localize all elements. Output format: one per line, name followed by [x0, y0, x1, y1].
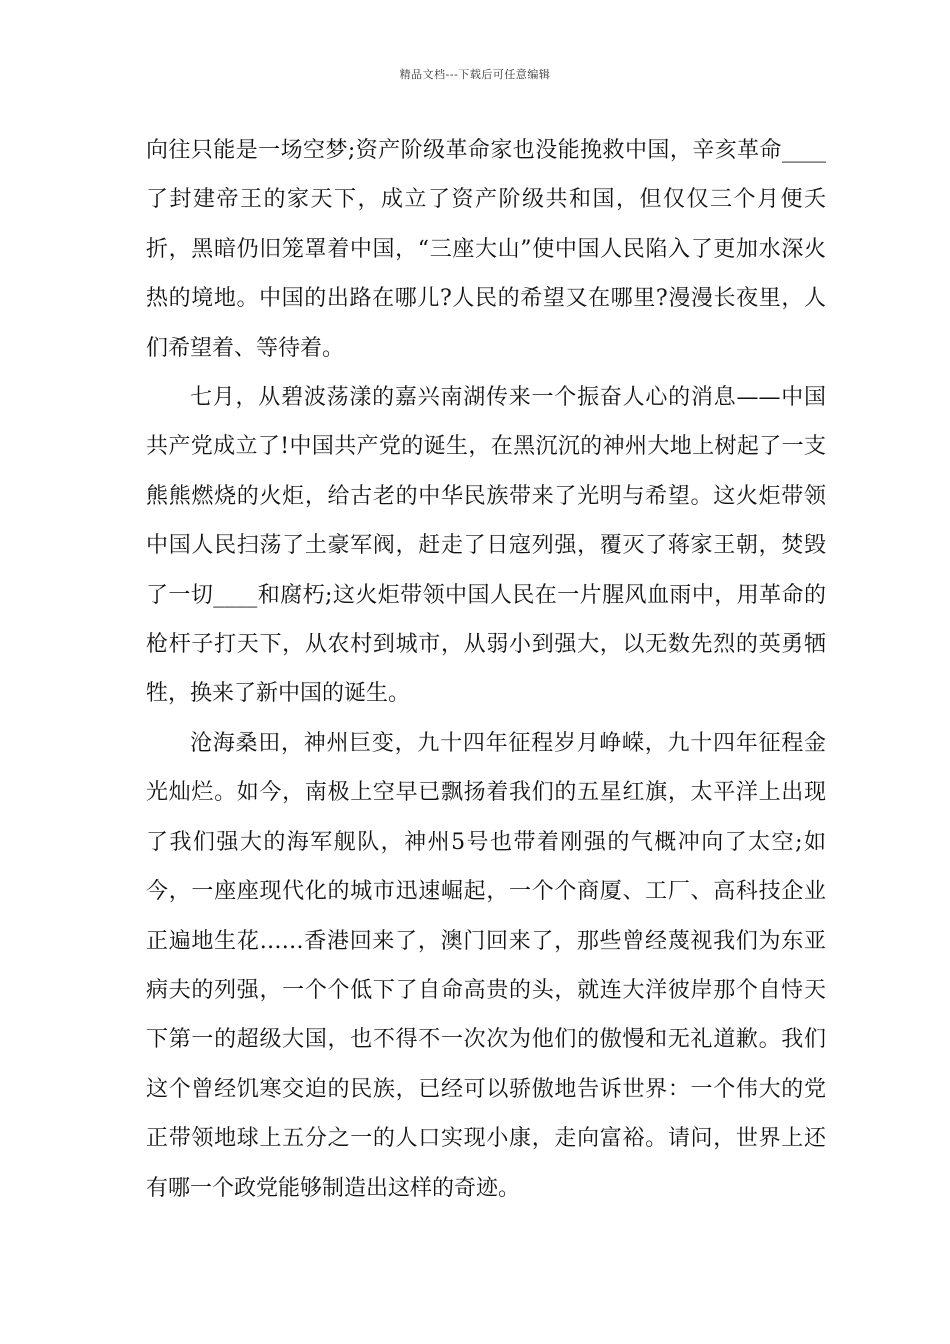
page-header: 精品文档---下载后可任意编辑: [399, 68, 551, 81]
paragraph-2: 七月，从碧波荡漾的嘉兴南湖传来一个振奋人心的消息——中国共产党成立了!中国共产党的诞生，在黑沉沉的神州大地上树起了一支熊熊燃烧的火炬，给古老的中华民族带来了光明与希望。这火炬带领中国人民扫荡了土豪军阀，赶走了日寇列强，覆灭了蒋家王朝，焚毁了一切____和腐朽;这火炬带领中国人民在一片腥风血雨中，用革命的枪杆子打天下，从农村到城市，从弱小到强大，以无数先烈的英勇牺牲，换来了新中国的诞生。: [146, 385, 826, 707]
paragraph-1: 向往只能是一场空梦;资产阶级革命家也没能挽救中国，辛亥革命____了封建帝王的家天下，成立了资产阶级共和国，但仅仅三个月便夭折，黑暗仍旧笼罩着中国，“三座大山”使中国人民陷入了更加水深火热的境地。中国的出路在哪儿?人民的希望又在哪里?漫漫长夜里，人们希望着、等待着。: [146, 138, 826, 361]
document-body: [146, 126, 826, 1213]
paragraph-3: 沧海桑田，神州巨变，九十四年征程岁月峥嵘，九十四年征程金光灿烂。如今，南极上空早已飘扬着我们的五星红旗，太平洋上出现了我们强大的海军舰队，神州5号也带着刚强的气概冲向了太空;如今，一座座现代化的城市迅速崛起，一个个商厦、工厂、高科技企业正遍地生花……香港回来了，澳门回来了，那些曾经蔑视我们为东亚病夫的列强，一个个低下了自命高贵的头，就连大洋彼岸那个自恃天下第一的超级大国，也不得不一次次为他们的傲慢和无礼道歉。我们这个曾经饥寒交迫的民族，已经可以骄傲地告诉世界：一个伟大的党正带领地球上五分之一的人口实现小康，走向富裕。请问，世界上还有哪一个政党能够制造出这样的奇迹。: [146, 730, 826, 1201]
